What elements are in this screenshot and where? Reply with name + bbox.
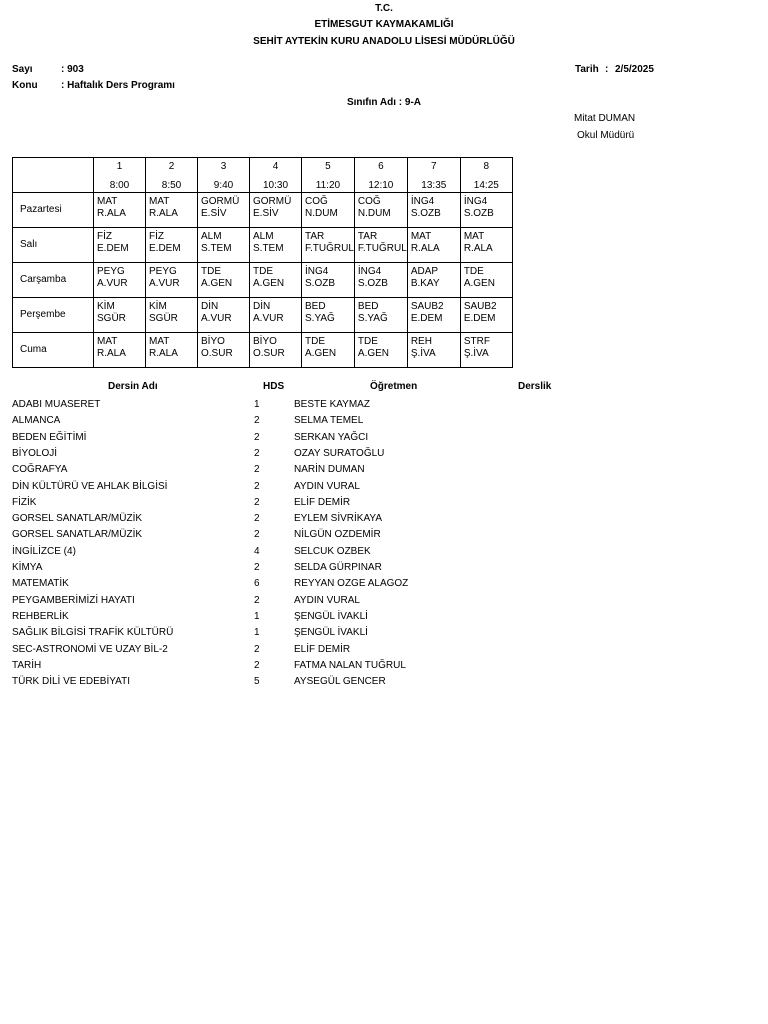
- sayi-value: : 903: [61, 64, 84, 75]
- lesson-teacher: A.GEN: [305, 348, 337, 359]
- lesson-cell: [460, 228, 512, 263]
- course-hds: 2: [254, 464, 260, 476]
- course-course: DİN KÜLTÜRÜ VE AHLAK BİLGİSİ: [12, 480, 168, 492]
- lesson-code: MAT: [97, 196, 118, 207]
- course-row: [0, 527, 768, 543]
- lesson-teacher: S.OZB: [357, 278, 388, 289]
- lesson-code: BED: [305, 301, 326, 312]
- day-name: Perşembe: [13, 298, 94, 333]
- course-row: [0, 479, 768, 495]
- period-header: [354, 158, 407, 193]
- lesson-cell: [250, 193, 302, 228]
- class-name: Sınıfın Adı : 9-A: [346, 97, 422, 108]
- lesson-teacher: A.VUR: [201, 313, 232, 324]
- lesson-cell: [407, 333, 460, 368]
- course-teacher: BESTE KAYMAZ: [294, 399, 370, 410]
- lesson-cell: [354, 193, 407, 228]
- lesson-cell: [460, 333, 512, 368]
- lesson-teacher: S.OZB: [463, 208, 494, 219]
- course-teacher: OZAY SURATOĞLU: [294, 447, 385, 459]
- header-district: ETİMESGUT KAYMAKAMLIĞI: [314, 19, 454, 30]
- lesson-cell: [198, 263, 250, 298]
- lesson-cell: [198, 333, 250, 368]
- period-time: 8:50: [161, 180, 182, 191]
- lesson-cell: [94, 263, 146, 298]
- period-time: 11:20: [315, 180, 341, 191]
- lesson-cell: [407, 298, 460, 333]
- lesson-teacher: E.DEM: [97, 243, 129, 254]
- lesson-teacher: A.GEN: [463, 278, 495, 289]
- lesson-code: ADAP: [410, 266, 439, 277]
- course-row: [0, 576, 768, 592]
- course-hds: 2: [254, 529, 260, 541]
- timetable-day-row: [13, 263, 513, 298]
- weekly-timetable: [12, 157, 513, 368]
- course-hds: 2: [254, 431, 260, 443]
- course-course: COĞRAFYA: [12, 464, 68, 476]
- lesson-cell: [354, 333, 407, 368]
- lesson-teacher: R.ALA: [463, 243, 493, 254]
- lesson-teacher: Ş.İVA: [410, 348, 436, 359]
- course-teacher: NİLGÜN OZDEMİR: [294, 529, 381, 541]
- konu-label: Konu: [12, 80, 38, 91]
- timetable-day-row: [13, 333, 513, 368]
- course-teacher: SELCUK OZBEK: [294, 545, 371, 557]
- lesson-teacher: SGÜR: [149, 313, 178, 324]
- lesson-code: GORMÜ: [201, 196, 240, 207]
- course-row: [0, 495, 768, 511]
- lesson-code: İNG4: [357, 266, 382, 277]
- lesson-cell: [407, 193, 460, 228]
- lesson-cell: [302, 263, 355, 298]
- period-number: 1: [116, 161, 123, 172]
- course-hds: 2: [254, 480, 260, 492]
- lesson-code: DİN: [201, 301, 219, 312]
- period-number: 3: [220, 161, 227, 172]
- lesson-code: MAT: [149, 336, 170, 347]
- lesson-code: İNG4: [410, 196, 435, 207]
- course-hds: 2: [254, 659, 260, 671]
- course-teacher: SELMA TEMEL: [294, 415, 364, 427]
- lesson-code: ALM: [253, 231, 274, 242]
- course-hds: 2: [254, 447, 260, 459]
- lesson-teacher: E.DEM: [410, 313, 443, 324]
- course-row: [0, 397, 768, 413]
- sayi-label: Sayı: [12, 64, 33, 75]
- lesson-code: GORMÜ: [253, 196, 292, 207]
- timetable-header-row: [13, 158, 513, 193]
- course-course: TARİH: [12, 659, 42, 671]
- timetable-day-row: [13, 193, 513, 228]
- lesson-code: TDE: [305, 336, 325, 347]
- lesson-code: TDE: [463, 266, 484, 277]
- course-hds: 1: [254, 399, 260, 410]
- course-row: [0, 609, 768, 625]
- lesson-cell: [198, 298, 250, 333]
- principal-title: Okul Müdürü: [577, 130, 635, 141]
- period-time: 14:25: [473, 180, 499, 191]
- lesson-cell: [198, 228, 250, 263]
- period-header: [146, 158, 198, 193]
- lesson-code: TDE: [357, 336, 378, 347]
- course-hds: 1: [254, 610, 260, 622]
- lesson-cell: [250, 298, 302, 333]
- lesson-teacher: R.ALA: [97, 208, 126, 219]
- lesson-cell: [302, 228, 355, 263]
- lesson-teacher: R.ALA: [149, 348, 178, 359]
- lesson-code: KİM: [149, 301, 167, 312]
- lesson-cell: [407, 228, 460, 263]
- course-course: PEYGAMBERİMİZİ HAYATI: [12, 594, 135, 606]
- course-teacher: FATMA NALAN TUĞRUL: [294, 659, 406, 671]
- lesson-code: SAUB2: [410, 301, 444, 312]
- lesson-cell: [250, 228, 302, 263]
- period-time: 12:10: [368, 180, 394, 191]
- lesson-cell: [302, 193, 355, 228]
- course-course: MATEMATİK: [12, 578, 69, 590]
- lesson-teacher: A.GEN: [201, 278, 233, 289]
- lesson-teacher: E.SİV: [201, 208, 227, 219]
- course-teacher: ŞENGÜL İVAKLİ: [294, 627, 368, 639]
- lesson-code: MAT: [149, 196, 170, 207]
- course-hds: 2: [254, 562, 260, 573]
- lesson-teacher: A.GEN: [357, 348, 390, 359]
- course-row: [0, 674, 768, 690]
- course-course: TÜRK DİLİ VE EDEBİYATI: [12, 676, 130, 688]
- tarih-separator: :: [605, 64, 609, 75]
- lesson-teacher: S.TEM: [201, 243, 232, 254]
- course-teacher: AYDIN VURAL: [294, 594, 360, 606]
- lesson-code: PEYG: [149, 266, 177, 277]
- lesson-teacher: E.DEM: [463, 313, 496, 324]
- lesson-teacher: N.DUM: [305, 208, 338, 219]
- lesson-teacher: A.VUR: [97, 278, 128, 289]
- period-time: 13:35: [421, 180, 447, 191]
- lesson-teacher: E.DEM: [149, 243, 181, 254]
- lesson-cell: [94, 298, 146, 333]
- course-row: [0, 430, 768, 446]
- tarih-value: 2/5/2025: [615, 64, 654, 75]
- timetable-day-row: [13, 298, 513, 333]
- lesson-code: TDE: [201, 266, 221, 277]
- course-teacher: AYSEGÜL GENCER: [294, 676, 386, 688]
- lesson-teacher: N.DUM: [357, 208, 391, 219]
- period-header: [460, 158, 512, 193]
- course-teacher: SELDA GÜRPINAR: [294, 562, 382, 573]
- lesson-cell: [146, 333, 198, 368]
- lesson-code: FİZ: [97, 231, 112, 242]
- course-header: Dersin Adı: [108, 381, 158, 392]
- lesson-cell: [94, 333, 146, 368]
- course-teacher: EYLEM SİVRİKAYA: [294, 513, 382, 525]
- lesson-code: ALM: [201, 231, 222, 242]
- lesson-code: MAT: [97, 336, 118, 347]
- hds-header: HDS: [263, 381, 285, 392]
- lesson-code: REH: [410, 336, 432, 347]
- day-name: Salı: [13, 228, 94, 263]
- lesson-code: PEYG: [97, 266, 125, 277]
- lesson-teacher: S.YAĞ: [357, 313, 388, 324]
- course-course: BEDEN EĞİTİMİ: [12, 431, 87, 443]
- course-hds: 1: [254, 627, 260, 639]
- lesson-cell: [460, 193, 512, 228]
- konu-value: : Haftalık Ders Programı: [61, 80, 175, 91]
- period-header: [407, 158, 460, 193]
- day-name: Cuma: [13, 333, 94, 368]
- course-row: [0, 625, 768, 641]
- lesson-teacher: O.SUR: [253, 348, 285, 359]
- course-row: [0, 462, 768, 478]
- period-time: 8:00: [109, 180, 130, 191]
- lesson-teacher: O.SUR: [201, 348, 233, 359]
- course-course: ALMANCA: [12, 415, 61, 427]
- lesson-cell: [460, 298, 512, 333]
- course-teacher: NARİN DUMAN: [294, 464, 365, 476]
- course-hds: 5: [254, 676, 260, 688]
- lesson-cell: [146, 298, 198, 333]
- course-course: ADABI MUASERET: [12, 399, 101, 410]
- lesson-cell: [94, 228, 146, 263]
- lesson-code: İNG4: [305, 266, 329, 277]
- lesson-teacher: S.YAĞ: [305, 313, 335, 324]
- course-course: FİZİK: [12, 496, 37, 508]
- lesson-code: İNG4: [463, 196, 488, 207]
- lesson-teacher: R.ALA: [149, 208, 178, 219]
- lesson-teacher: B.KAY: [410, 278, 440, 289]
- course-course: KİMYA: [12, 562, 43, 573]
- course-teacher: ELİF DEMİR: [294, 643, 351, 655]
- lesson-code: MAT: [463, 231, 485, 242]
- period-number: 2: [168, 161, 175, 172]
- header-tc: T.C.: [375, 3, 393, 14]
- lesson-teacher: E.SİV: [253, 208, 279, 219]
- course-row: [0, 511, 768, 527]
- period-time: 9:40: [213, 180, 234, 191]
- header-school: SEHİT AYTEKİN KURU ANADOLU LİSESİ MÜDÜRLÜĞÜ: [253, 36, 515, 47]
- lesson-cell: [146, 263, 198, 298]
- lesson-code: COĞ: [305, 196, 328, 207]
- period-header: [250, 158, 302, 193]
- lesson-cell: [146, 228, 198, 263]
- lesson-cell: [302, 333, 355, 368]
- lesson-code: DİN: [253, 301, 271, 312]
- period-header: [198, 158, 250, 193]
- course-teacher: AYDIN VURAL: [294, 480, 360, 492]
- lesson-cell: [250, 263, 302, 298]
- lesson-teacher: S.TEM: [253, 243, 284, 254]
- period-number: 4: [272, 161, 279, 172]
- course-course: GORSEL SANATLAR/MÜZİK: [12, 513, 143, 525]
- course-course: SAĞLIK BİLGİSİ TRAFİK KÜLTÜRÜ: [12, 627, 174, 639]
- lesson-code: MAT: [410, 231, 432, 242]
- lesson-teacher: A.VUR: [253, 313, 284, 324]
- lesson-cell: [354, 263, 407, 298]
- course-teacher: ŞENGÜL İVAKLİ: [294, 610, 368, 622]
- lesson-code: TDE: [253, 266, 273, 277]
- period-number: 8: [483, 161, 490, 172]
- lesson-code: FİZ: [149, 231, 164, 242]
- day-name: Pazartesi: [13, 193, 94, 228]
- course-course: REHBERLİK: [12, 610, 69, 622]
- room-header: Derslik: [518, 381, 552, 392]
- period-number: 5: [325, 161, 331, 172]
- lesson-teacher: R.ALA: [97, 348, 126, 359]
- teacher-header: Öğretmen: [370, 381, 418, 392]
- timetable-corner-cell: [13, 158, 94, 193]
- course-row: [0, 593, 768, 609]
- lesson-code: TAR: [305, 231, 325, 242]
- period-header: [302, 158, 355, 193]
- principal-name: Mitat DUMAN: [574, 113, 636, 124]
- course-row: [0, 560, 768, 576]
- lesson-cell: [94, 193, 146, 228]
- course-hds: 6: [254, 578, 260, 590]
- period-header: [94, 158, 146, 193]
- course-row: [0, 658, 768, 674]
- course-row: [0, 413, 768, 429]
- course-hds: 2: [254, 496, 260, 508]
- lesson-code: BED: [357, 301, 379, 312]
- lesson-cell: [407, 263, 460, 298]
- tarih-label: Tarih: [575, 64, 599, 75]
- period-number: 7: [431, 161, 437, 172]
- lesson-code: KİM: [97, 301, 115, 312]
- lesson-teacher: S.OZB: [410, 208, 441, 219]
- course-teacher: ELİF DEMİR: [294, 496, 351, 508]
- lesson-cell: [354, 298, 407, 333]
- lesson-teacher: A.GEN: [253, 278, 285, 289]
- period-number: 6: [378, 161, 384, 172]
- lesson-teacher: F.TUĞRUL: [357, 243, 407, 254]
- timetable-day-row: [13, 228, 513, 263]
- course-teacher: REYYAN OZGE ALAGOZ: [294, 578, 409, 590]
- lesson-teacher: SGÜR: [97, 313, 126, 324]
- lesson-code: TAR: [357, 231, 378, 242]
- course-hds: 2: [254, 513, 260, 525]
- lesson-teacher: S.OZB: [305, 278, 336, 289]
- course-row: [0, 642, 768, 658]
- lesson-teacher: R.ALA: [410, 243, 440, 254]
- lesson-cell: [302, 298, 355, 333]
- day-name: Carşamba: [13, 263, 94, 298]
- lesson-teacher: Ş.İVA: [463, 348, 489, 359]
- lesson-teacher: A.VUR: [149, 278, 180, 289]
- course-hds: 2: [254, 594, 260, 606]
- course-hds: 2: [254, 643, 260, 655]
- course-course: BİYOLOJİ: [12, 447, 58, 459]
- course-course: SEC-ASTRONOMİ VE UZAY BİL-2: [12, 643, 168, 655]
- lesson-code: BİYO: [253, 336, 277, 347]
- course-row: [0, 544, 768, 560]
- lesson-code: BİYO: [201, 336, 225, 347]
- period-time: 10:30: [262, 180, 289, 191]
- lesson-cell: [460, 263, 512, 298]
- course-row: [0, 446, 768, 462]
- course-teacher: SERKAN YAĞCI: [294, 431, 369, 443]
- course-hds: 2: [254, 415, 260, 427]
- course-course: İNGİLİZCE (4): [12, 545, 76, 557]
- lesson-code: STRF: [463, 336, 490, 347]
- lesson-code: COĞ: [357, 196, 381, 207]
- lesson-code: SAUB2: [463, 301, 497, 312]
- course-hds: 4: [254, 545, 260, 557]
- lesson-cell: [146, 193, 198, 228]
- lesson-cell: [250, 333, 302, 368]
- lesson-teacher: F.TUĞRUL: [305, 243, 354, 254]
- lesson-cell: [198, 193, 250, 228]
- lesson-cell: [354, 228, 407, 263]
- course-course: GORSEL SANATLAR/MÜZİK: [12, 529, 143, 541]
